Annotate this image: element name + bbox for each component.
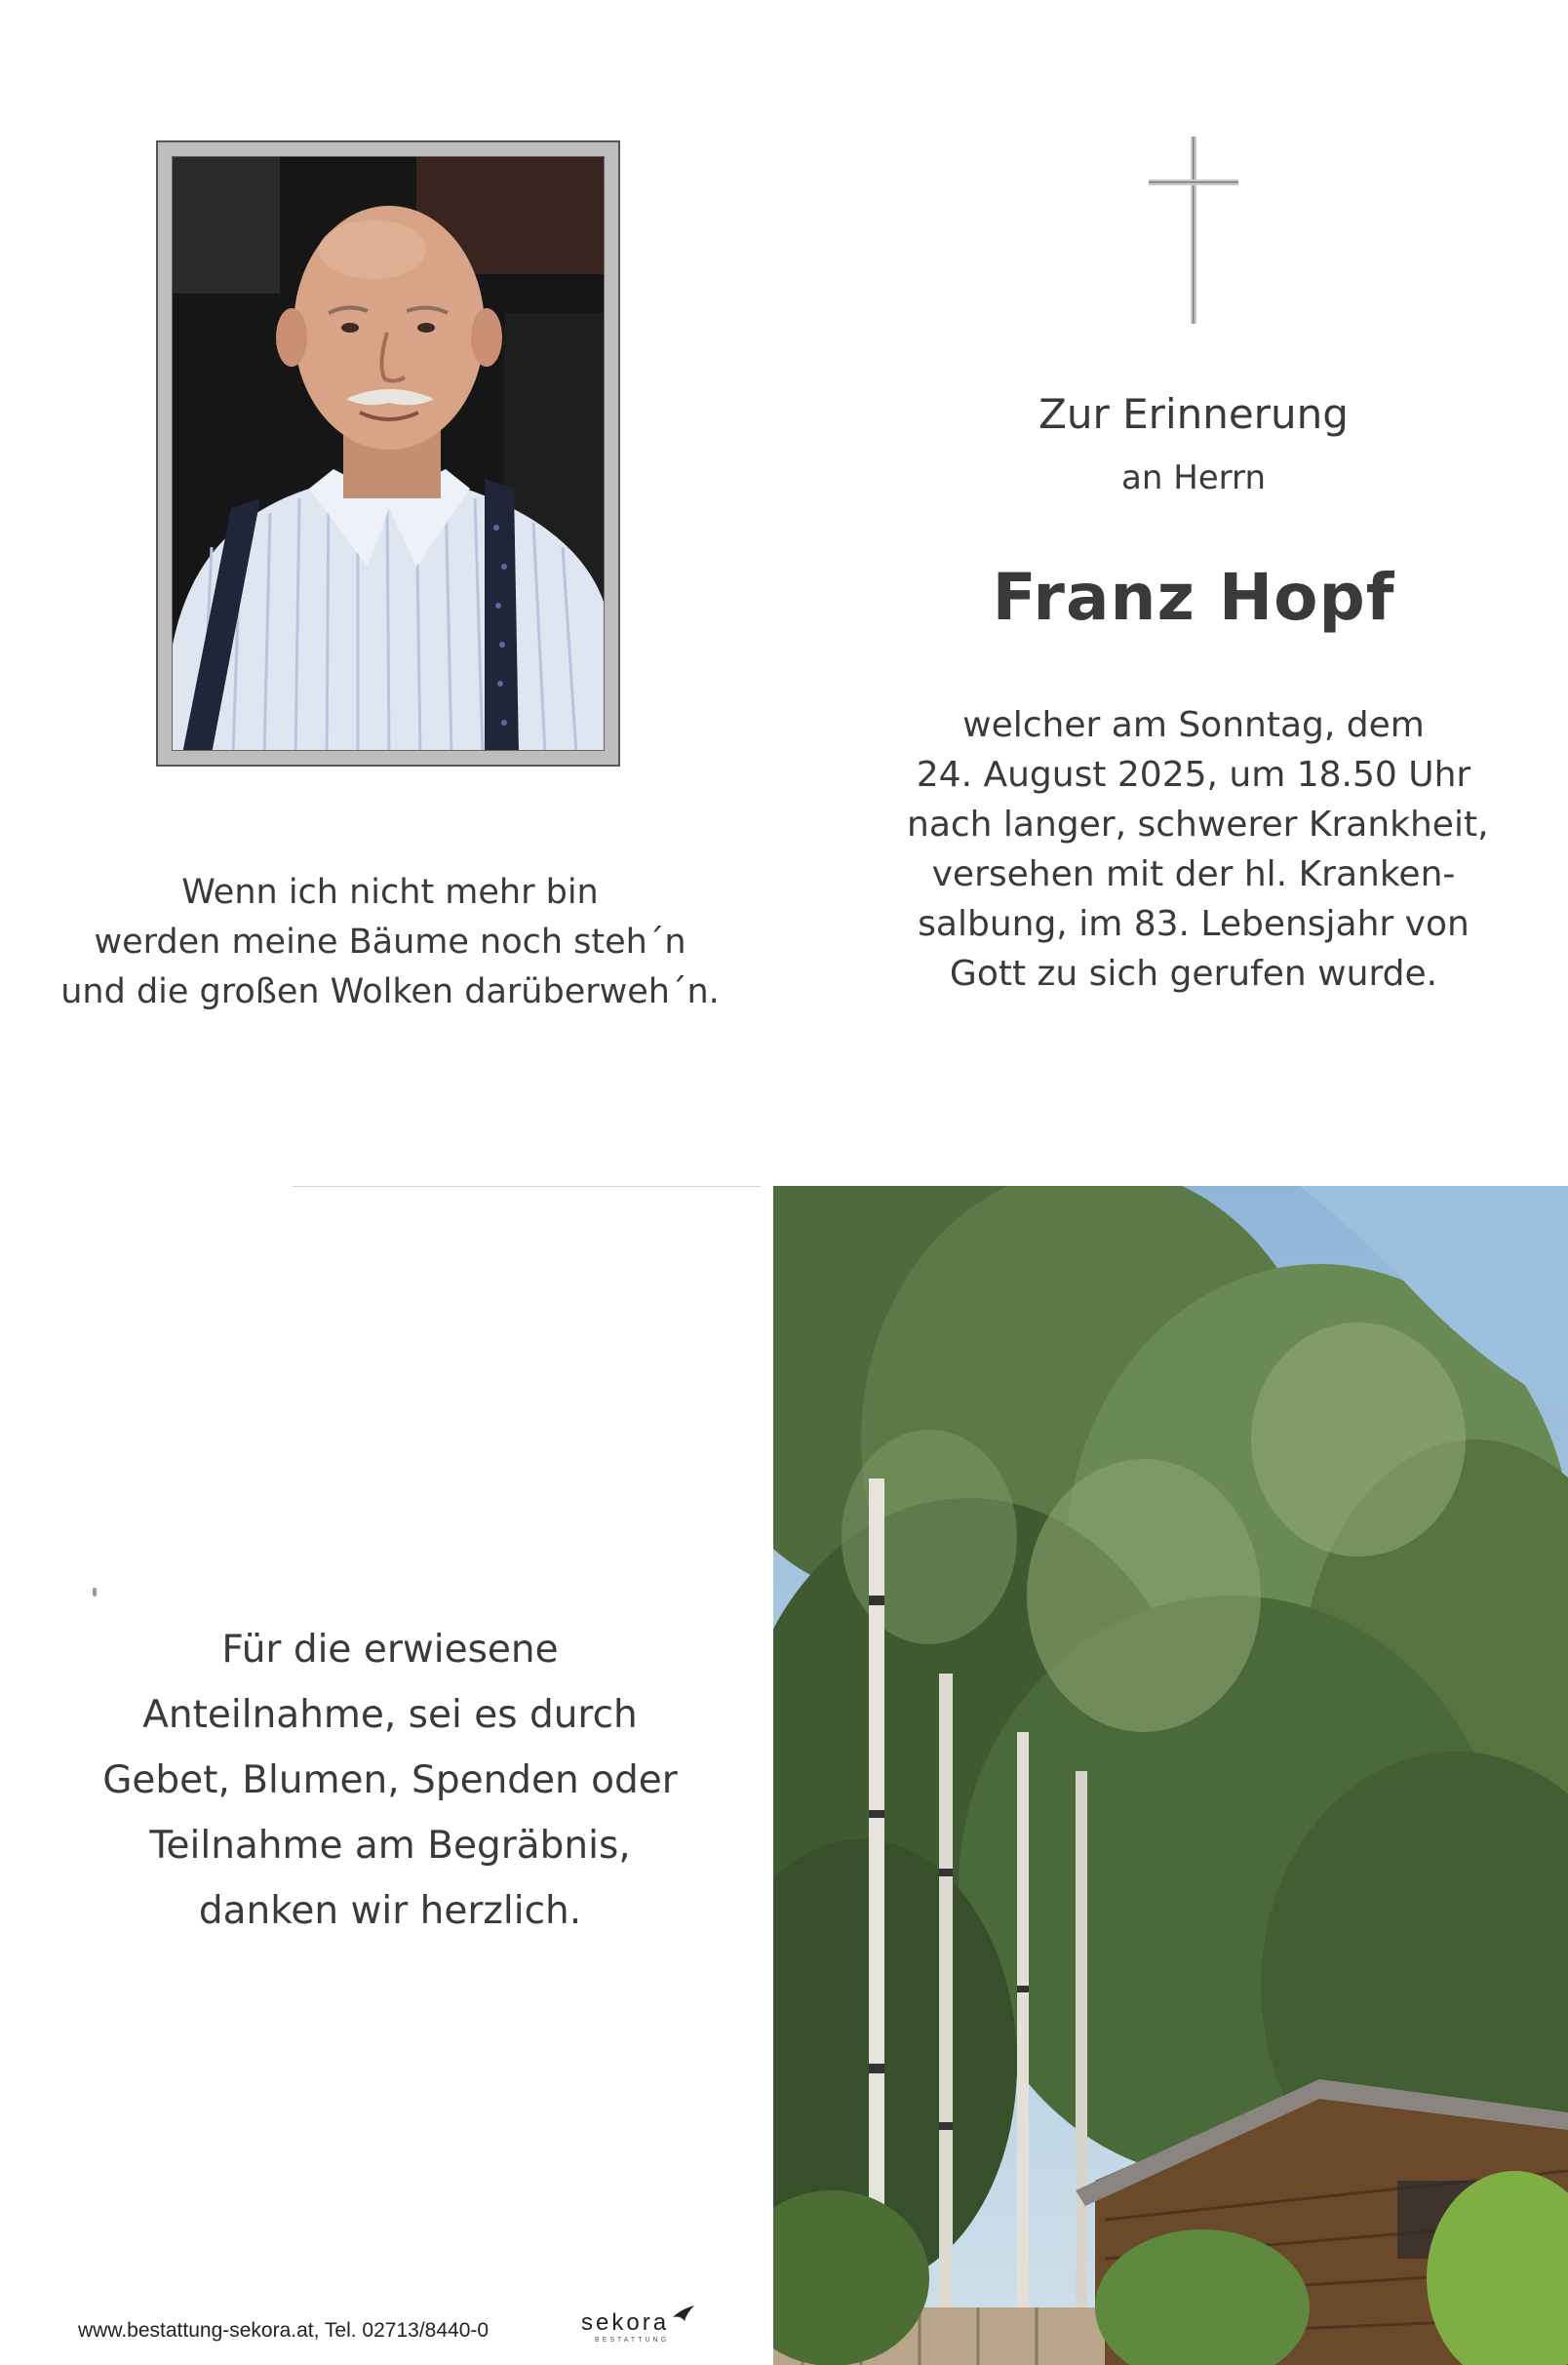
thanks-line: Teilnahme am Begräbnis, [149,1824,631,1868]
portrait-photo-frame [156,140,620,767]
thanks-line: Anteilnahme, sei es durch [142,1693,638,1737]
thanks-line: Gebet, Blumen, Spenden oder [102,1758,678,1802]
thanks-line: Für die erwiesene [221,1628,559,1672]
death-notice-line: versehen mit der hl. Kranken- [931,854,1456,894]
funeral-home-contact: www.bestattung-sekora.at, Tel. 02713/8440-0 [78,2319,490,2342]
funeral-home-logo [581,2309,670,2344]
death-notice-line: 24. August 2025, um 18.50 Uhr [916,755,1471,795]
death-notice-line: Gott zu sich gerufen wurde. [949,954,1438,994]
memorial-quote [39,868,741,1017]
logo-tagline: BESTATTUNG [595,2337,670,2344]
memorial-subheading: an Herrn [1121,458,1266,497]
death-notice-line: salbung, im 83. Lebensjahr von [918,904,1470,944]
logo-word: sekora [581,2309,670,2336]
portrait-illustration [173,157,605,751]
thanks-line: danken wir herzlich. [198,1889,582,1933]
quote-line: werden meine Bäume noch steh´n [94,923,686,962]
thanks-text [59,1617,722,1944]
death-notice-line: welcher am Sonntag, dem [962,705,1425,745]
tree-photo [773,1186,1568,2365]
deceased-name: Franz Hopf [992,560,1395,635]
quote-line: und die großen Wolken darüberweh´n. [60,972,720,1011]
bird-icon [671,2304,696,2323]
death-notice-line: nach langer, schwerer Krankheit, [907,805,1489,845]
death-notice [907,700,1489,999]
portrait-photo [172,156,605,751]
memorial-heading: Zur Erinnerung [1039,390,1349,438]
cross-icon [1149,137,1238,324]
tree-illustration [773,1186,1568,2365]
quote-line: Wenn ich nicht mehr bin [181,873,599,912]
scan-speck [93,1588,97,1596]
fold-divider [293,1186,761,1187]
